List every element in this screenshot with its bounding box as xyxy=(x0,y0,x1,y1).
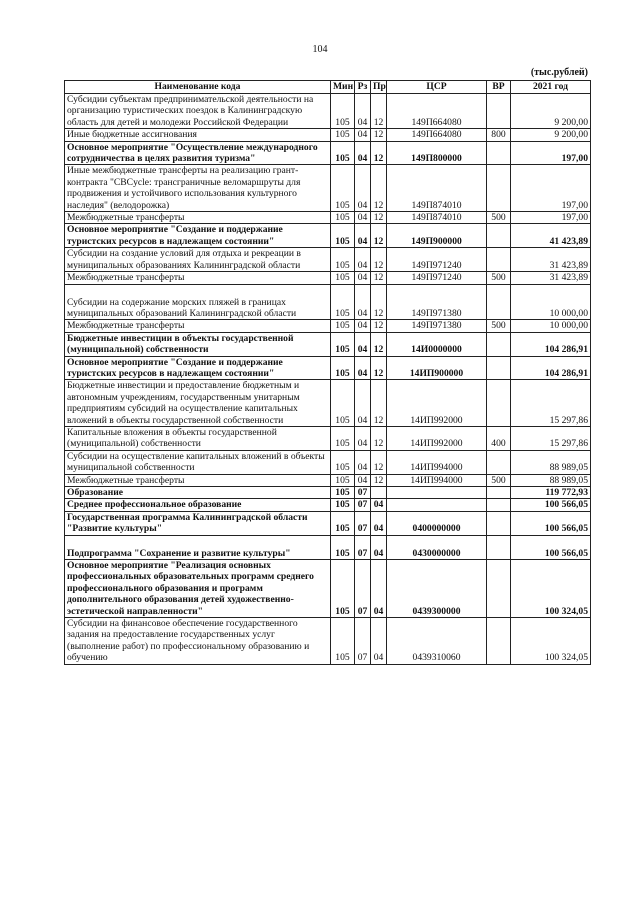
cell-pr: 12 xyxy=(371,320,387,332)
cell-rz: 04 xyxy=(355,165,371,212)
cell-pr: 12 xyxy=(371,94,387,129)
cell-csr: 149П900000 xyxy=(387,224,487,248)
cell-amount: 15 297,86 xyxy=(511,426,591,450)
cell-min: 105 xyxy=(331,511,355,535)
cell-min: 105 xyxy=(331,356,355,380)
cell-name: Субсидии субъектам предпринимательской деятельности на организацию туристических поездок в Калининградскую область для детей и молодежи Российской Федерации xyxy=(65,94,331,129)
cell-csr: 149П874010 xyxy=(387,165,487,212)
cell-name: Бюджетные инвестиции и предоставление бюджетным и автономным учреждениям, государственным унитарным предприятиям субсидий на осуществление капитальных вложений в объекты государственной собственности xyxy=(65,380,331,427)
cell-min: 105 xyxy=(331,224,355,248)
cell-rz: 04 xyxy=(355,212,371,224)
cell-csr xyxy=(387,499,487,511)
cell-name: Подпрограмма "Сохранение и развитие культуры" xyxy=(65,535,331,559)
cell-min: 105 xyxy=(331,380,355,427)
cell-min: 105 xyxy=(331,320,355,332)
cell-rz: 04 xyxy=(355,320,371,332)
cell-amount: 104 286,91 xyxy=(511,332,591,356)
cell-vr xyxy=(487,560,511,618)
cell-rz: 04 xyxy=(355,129,371,141)
cell-rz: 04 xyxy=(355,224,371,248)
cell-vr xyxy=(487,94,511,129)
cell-rz: 07 xyxy=(355,511,371,535)
cell-csr: 149П664080 xyxy=(387,129,487,141)
cell-pr: 12 xyxy=(371,141,387,165)
cell-pr: 04 xyxy=(371,511,387,535)
cell-rz: 04 xyxy=(355,248,371,272)
cell-pr: 12 xyxy=(371,332,387,356)
budget-table xyxy=(64,80,591,665)
cell-pr: 04 xyxy=(371,560,387,618)
cell-rz: 04 xyxy=(355,450,371,474)
cell-rz: 07 xyxy=(355,618,371,665)
cell-csr: 149П664080 xyxy=(387,94,487,129)
cell-csr: 0430000000 xyxy=(387,535,487,559)
cell-min: 105 xyxy=(331,141,355,165)
header-rz: Рз xyxy=(355,81,371,94)
header-csr: ЦСР xyxy=(387,81,487,94)
cell-name: Капитальные вложения в объекты государственной (муниципальной) собственности xyxy=(65,426,331,450)
cell-name: Иные бюджетные ассигнования xyxy=(65,129,331,141)
cell-pr: 04 xyxy=(371,618,387,665)
cell-csr: 14И0000000 xyxy=(387,332,487,356)
cell-vr xyxy=(487,165,511,212)
cell-min: 105 xyxy=(331,272,355,284)
cell-csr: 14ИП994000 xyxy=(387,474,487,486)
cell-rz: 07 xyxy=(355,487,371,499)
cell-csr: 149П800000 xyxy=(387,141,487,165)
table-row xyxy=(65,499,591,511)
cell-min: 105 xyxy=(331,426,355,450)
table-row xyxy=(65,165,591,212)
cell-amount: 31 423,89 xyxy=(511,272,591,284)
cell-amount: 9 200,00 xyxy=(511,129,591,141)
table-row xyxy=(65,380,591,427)
cell-pr: 04 xyxy=(371,535,387,559)
cell-amount: 88 989,05 xyxy=(511,450,591,474)
cell-amount: 197,00 xyxy=(511,165,591,212)
cell-min: 105 xyxy=(331,450,355,474)
table-row xyxy=(65,94,591,129)
cell-vr xyxy=(487,511,511,535)
cell-pr: 12 xyxy=(371,165,387,212)
table-row xyxy=(65,248,591,272)
cell-min: 105 xyxy=(331,248,355,272)
table-row xyxy=(65,474,591,486)
cell-pr: 12 xyxy=(371,380,387,427)
cell-min: 105 xyxy=(331,499,355,511)
cell-pr xyxy=(371,487,387,499)
cell-amount: 100 566,05 xyxy=(511,511,591,535)
cell-pr: 12 xyxy=(371,474,387,486)
cell-amount: 31 423,89 xyxy=(511,248,591,272)
cell-name: Иные межбюджетные трансферты на реализацию грант-контракта "CBCycle: трансграничные веломаршруты для продвижения и устойчивого использования культурного наследия" (велодорожка) xyxy=(65,165,331,212)
cell-vr xyxy=(487,284,511,320)
cell-name: Межбюджетные трансферты xyxy=(65,272,331,284)
cell-rz: 07 xyxy=(355,535,371,559)
cell-rz: 07 xyxy=(355,499,371,511)
cell-vr: 400 xyxy=(487,426,511,450)
cell-amount: 119 772,93 xyxy=(511,487,591,499)
cell-name: Государственная программа Калининградской области "Развитие культуры" xyxy=(65,511,331,535)
cell-amount: 15 297,86 xyxy=(511,380,591,427)
cell-rz: 04 xyxy=(355,356,371,380)
cell-name: Среднее профессиональное образование xyxy=(65,499,331,511)
cell-rz: 04 xyxy=(355,426,371,450)
cell-vr: 500 xyxy=(487,212,511,224)
header-min: Мин xyxy=(331,81,355,94)
cell-amount: 100 324,05 xyxy=(511,560,591,618)
cell-rz: 04 xyxy=(355,272,371,284)
cell-vr: 800 xyxy=(487,129,511,141)
cell-vr: 500 xyxy=(487,272,511,284)
cell-name: Бюджетные инвестиции в объекты государственной (муниципальной) собственности xyxy=(65,332,331,356)
cell-csr xyxy=(387,487,487,499)
units-label: (тыс.рублей) xyxy=(530,67,588,78)
cell-vr xyxy=(487,248,511,272)
cell-min: 105 xyxy=(331,618,355,665)
cell-pr: 12 xyxy=(371,248,387,272)
cell-name: Основное мероприятие "Создание и поддержание туристских ресурсов в надлежащем состоянии" xyxy=(65,356,331,380)
cell-name: Основное мероприятие "Осуществление международного сотрудничества в целях развития туризма" xyxy=(65,141,331,165)
cell-vr xyxy=(487,499,511,511)
table-row xyxy=(65,450,591,474)
cell-csr: 14ИП992000 xyxy=(387,426,487,450)
cell-amount: 88 989,05 xyxy=(511,474,591,486)
cell-min: 105 xyxy=(331,212,355,224)
cell-csr: 14ИП900000 xyxy=(387,356,487,380)
cell-name: Субсидии на осуществление капитальных вложений в объекты муниципальной собственности xyxy=(65,450,331,474)
table-row xyxy=(65,141,591,165)
cell-name: Субсидии на создание условий для отдыха и рекреации в муниципальных образованиях Калининградской области xyxy=(65,248,331,272)
cell-amount: 10 000,00 xyxy=(511,320,591,332)
cell-rz: 04 xyxy=(355,94,371,129)
cell-vr xyxy=(487,224,511,248)
table-header-row xyxy=(65,81,591,94)
cell-rz: 04 xyxy=(355,141,371,165)
cell-vr xyxy=(487,618,511,665)
cell-min: 105 xyxy=(331,560,355,618)
cell-name: Основное мероприятие "Создание и поддержание туристских ресурсов в надлежащем состоянии" xyxy=(65,224,331,248)
cell-pr: 12 xyxy=(371,356,387,380)
cell-vr xyxy=(487,332,511,356)
cell-rz: 04 xyxy=(355,332,371,356)
cell-rz: 07 xyxy=(355,560,371,618)
cell-name: Субсидии на содержание морских пляжей в границах муниципальных образований Калининградской области xyxy=(65,284,331,320)
cell-amount: 100 566,05 xyxy=(511,535,591,559)
cell-vr xyxy=(487,356,511,380)
cell-vr xyxy=(487,535,511,559)
page-number: 104 xyxy=(312,44,328,55)
table-row xyxy=(65,129,591,141)
cell-amount: 100 324,05 xyxy=(511,618,591,665)
header-pr: Пр xyxy=(371,81,387,94)
cell-csr: 149П971240 xyxy=(387,272,487,284)
cell-csr: 149П874010 xyxy=(387,212,487,224)
cell-min: 105 xyxy=(331,332,355,356)
cell-vr xyxy=(487,141,511,165)
table-row xyxy=(65,320,591,332)
cell-rz: 04 xyxy=(355,474,371,486)
table-row xyxy=(65,332,591,356)
cell-amount: 197,00 xyxy=(511,212,591,224)
cell-pr: 12 xyxy=(371,272,387,284)
cell-vr: 500 xyxy=(487,474,511,486)
cell-min: 105 xyxy=(331,535,355,559)
cell-pr: 12 xyxy=(371,450,387,474)
header-vr: ВР xyxy=(487,81,511,94)
cell-name: Образование xyxy=(65,487,331,499)
cell-csr: 14ИП994000 xyxy=(387,450,487,474)
cell-min: 105 xyxy=(331,487,355,499)
cell-pr: 12 xyxy=(371,224,387,248)
cell-amount: 9 200,00 xyxy=(511,94,591,129)
table-row xyxy=(65,224,591,248)
cell-amount: 10 000,00 xyxy=(511,284,591,320)
cell-vr xyxy=(487,487,511,499)
table-row xyxy=(65,284,591,320)
header-name: Наименование кода xyxy=(65,81,331,94)
cell-amount: 104 286,91 xyxy=(511,356,591,380)
cell-min: 105 xyxy=(331,165,355,212)
cell-amount: 197,00 xyxy=(511,141,591,165)
cell-min: 105 xyxy=(331,94,355,129)
table-row xyxy=(65,618,591,665)
cell-amount: 100 566,05 xyxy=(511,499,591,511)
cell-csr: 0439300000 xyxy=(387,560,487,618)
cell-name: Межбюджетные трансферты xyxy=(65,320,331,332)
cell-min: 105 xyxy=(331,474,355,486)
table-row xyxy=(65,426,591,450)
cell-pr: 12 xyxy=(371,284,387,320)
table-body xyxy=(65,94,591,665)
cell-pr: 04 xyxy=(371,499,387,511)
cell-rz: 04 xyxy=(355,284,371,320)
cell-rz: 04 xyxy=(355,380,371,427)
header-year: 2021 год xyxy=(511,81,591,94)
table-row xyxy=(65,511,591,535)
cell-min: 105 xyxy=(331,284,355,320)
table-row xyxy=(65,535,591,559)
cell-csr: 0400000000 xyxy=(387,511,487,535)
table-row xyxy=(65,560,591,618)
cell-csr: 149П971380 xyxy=(387,320,487,332)
cell-amount: 41 423,89 xyxy=(511,224,591,248)
table-row xyxy=(65,487,591,499)
cell-pr: 12 xyxy=(371,129,387,141)
cell-name: Межбюджетные трансферты xyxy=(65,212,331,224)
table-row xyxy=(65,272,591,284)
cell-name: Межбюджетные трансферты xyxy=(65,474,331,486)
cell-min: 105 xyxy=(331,129,355,141)
cell-csr: 14ИП992000 xyxy=(387,380,487,427)
cell-csr: 0439310060 xyxy=(387,618,487,665)
cell-vr xyxy=(487,380,511,427)
cell-pr: 12 xyxy=(371,426,387,450)
cell-pr: 12 xyxy=(371,212,387,224)
cell-vr: 500 xyxy=(487,320,511,332)
table-row xyxy=(65,212,591,224)
table-row xyxy=(65,356,591,380)
cell-vr xyxy=(487,450,511,474)
cell-csr: 149П971380 xyxy=(387,284,487,320)
cell-name: Субсидии на финансовое обеспечение государственного задания на предоставление государственных услуг (выполнение работ) по профессиональному образованию и обучению xyxy=(65,618,331,665)
cell-name: Основное мероприятие "Реализация основных профессиональных образовательных программ среднего профессионального образования и программ дополнительного образования детей художественно-эстетической направленности" xyxy=(65,560,331,618)
cell-csr: 149П971240 xyxy=(387,248,487,272)
